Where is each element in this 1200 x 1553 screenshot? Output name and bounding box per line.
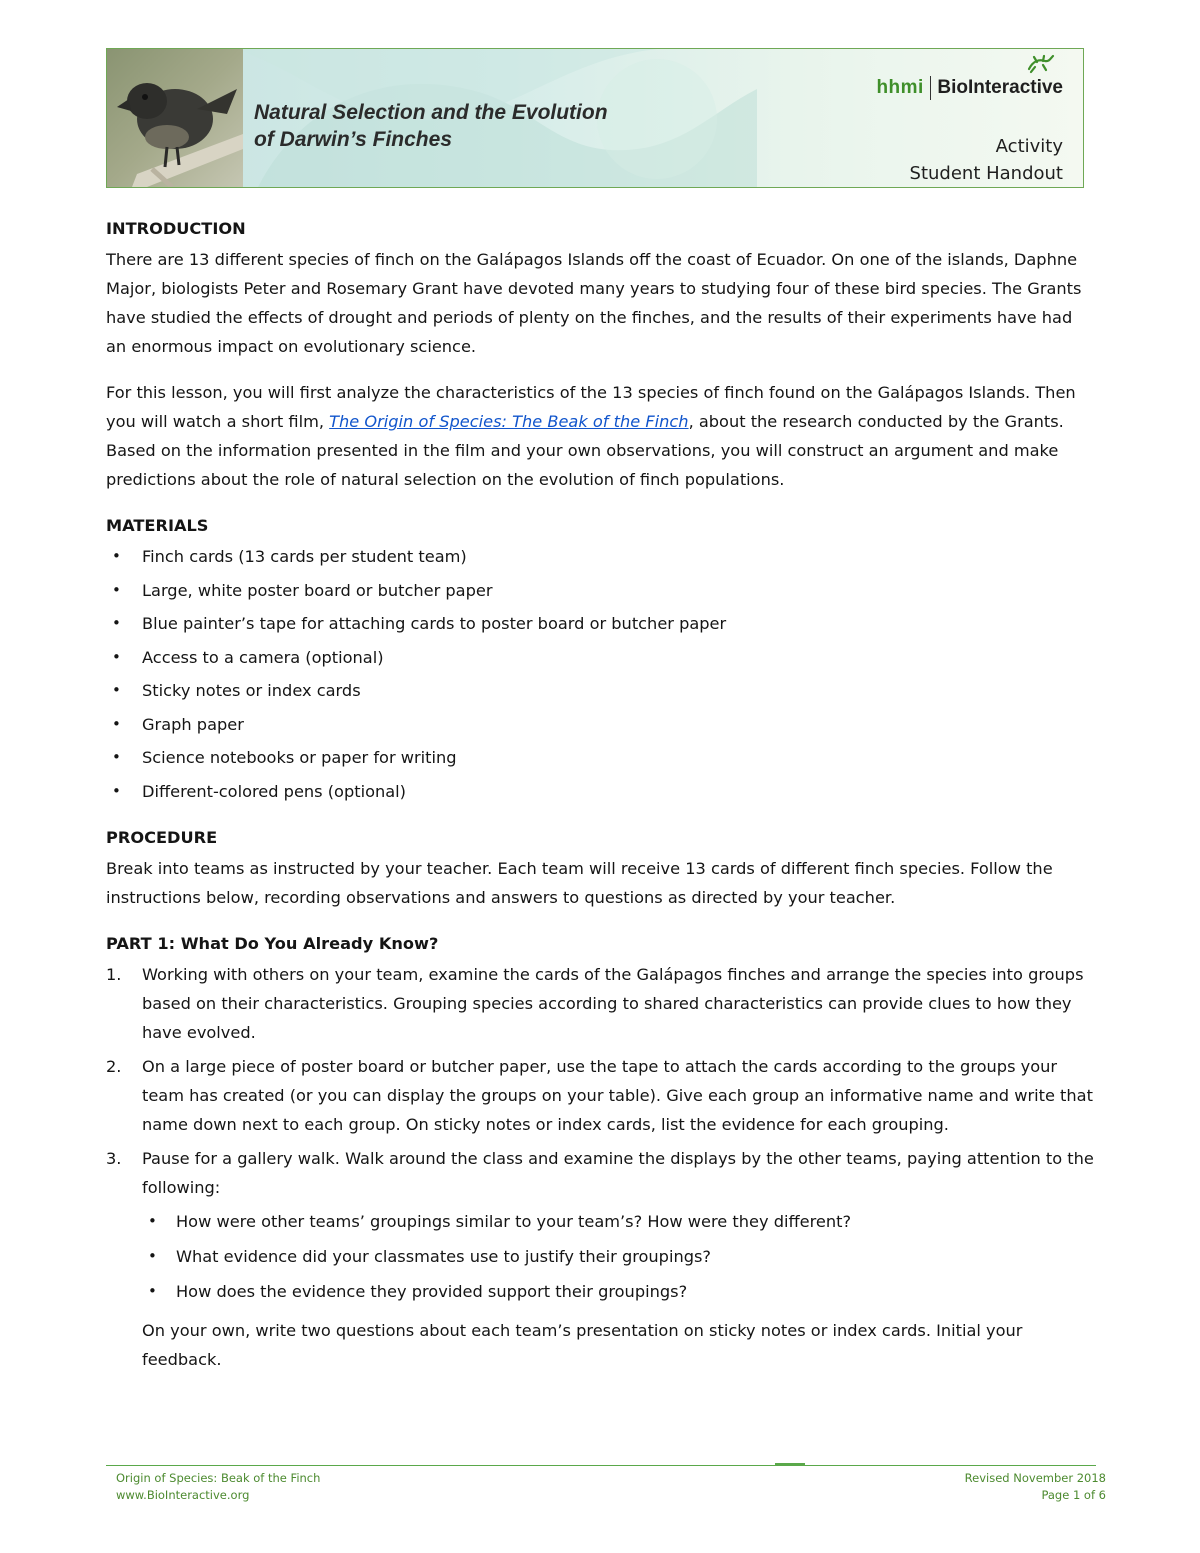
list-item: • Graph paper — [106, 710, 1096, 739]
step3-bullet-list — [142, 1207, 1096, 1306]
list-item: • Sticky notes or index cards — [106, 676, 1096, 705]
introduction-paragraph-2 — [106, 378, 1096, 494]
header-banner — [106, 48, 1084, 188]
step3-followup-text: On your own, write two questions about each team’s presentation on sticky notes or index cards. Initial your feedback. — [142, 1320, 1023, 1369]
step-number: 2. — [106, 1056, 122, 1076]
step-item — [106, 1052, 1096, 1139]
finch-photo — [107, 49, 243, 187]
step-text: Working with others on your team, examine the cards of the Galápagos finches and arrange the species into groups based on their characteristics. Grouping species according to shared characteristics can provide clues to how they have evolved. — [142, 964, 1084, 1042]
footer-revised-date: Revised November 2018 — [964, 1471, 1106, 1485]
step-text: Pause for a gallery walk. Walk around the class and examine the displays by the other teams, paying attention to the following: — [142, 1148, 1094, 1197]
list-item: • Different-colored pens (optional) — [106, 777, 1096, 806]
materials-heading: MATERIALS — [106, 516, 209, 535]
document-type — [910, 133, 1063, 187]
materials-list — [106, 542, 1096, 806]
procedure-paragraph: Break into teams as instructed by your teacher. Each team will receive 13 cards of different finch species. Follow the instructions below, recording observations and answers to questions as directed by your teacher. — [106, 858, 1053, 907]
footer-divider — [106, 1465, 1096, 1466]
logo-hhmi-text: hhmi — [876, 77, 924, 98]
introduction-heading: INTRODUCTION — [106, 219, 246, 238]
document-title-line2: of Darwin’s Finches — [254, 128, 452, 151]
footer-right — [965, 1470, 1106, 1504]
footer-page-number: Page 1 of 6 — [1041, 1488, 1106, 1502]
part1-heading: PART 1: What Do You Already Know? — [106, 933, 439, 953]
footer-film-title: Origin of Species: Beak of the Finch — [116, 1471, 321, 1485]
procedure-heading: PROCEDURE — [106, 827, 218, 847]
list-item: • How does the evidence they provided support their groupings? — [142, 1277, 1096, 1306]
intro-para2-text-after: , about the research conducted by the Grants. Based on the information presented in the film and your own observations, you will construct an argument and make predictions about the role of natural selection on the evolution of finch populations. — [106, 412, 1064, 489]
introduction-paragraph-1: There are 13 different species of finch on the Galápagos Islands off the coast of Ecuador. On one of the islands, Daphne Major, biologists Peter and Rosemary Grant have devoted many years to studying four of these bird species. The Grants have studied the effects of drought and periods of plenty on the finches, and the results of their experiments have had an enormous impact on evolutionary science. — [106, 250, 1082, 356]
footer-divider-accent — [775, 1463, 805, 1466]
step-item — [106, 960, 1096, 1047]
list-item: • Blue painter’s tape for attaching cards to poster board or butcher paper — [106, 609, 1096, 638]
document-type-activity: Activity — [995, 136, 1063, 157]
list-item: • Access to a camera (optional) — [106, 643, 1096, 672]
document-title — [254, 99, 734, 153]
document-title-line1: Natural Selection and the Evolution — [254, 101, 608, 124]
list-item: • Finch cards (13 cards per student team) — [106, 542, 1096, 571]
gecko-icon — [1025, 53, 1055, 75]
step-number: 1. — [106, 964, 122, 984]
step-text: On a large piece of poster board or butcher paper, use the tape to attach the cards according to the groups your team has created (or you can display the groups on your table). Give each group an informative name and write that name down next to each group. On sticky notes or index cards, list the evidence for each grouping. — [142, 1056, 1093, 1134]
footer-left — [116, 1470, 320, 1504]
list-item: • How were other teams’ groupings similar to your team’s? How were they different? — [142, 1207, 1096, 1236]
list-item: • What evidence did your classmates use to justify their groupings? — [142, 1242, 1096, 1271]
step-number: 3. — [106, 1148, 122, 1168]
step-item — [106, 1144, 1096, 1374]
list-item: • Science notebooks or paper for writing — [106, 743, 1096, 772]
film-link[interactable]: The Origin of Species: The Beak of the Finch — [329, 412, 689, 431]
logo-biointeractive-text: BioInteractive — [937, 77, 1063, 98]
document-type-student-handout: Student Handout — [909, 163, 1063, 184]
document-body — [106, 214, 1096, 1391]
part1-steps-list — [106, 960, 1096, 1374]
list-item: • Large, white poster board or butcher paper — [106, 576, 1096, 605]
logo-separator — [930, 76, 932, 100]
intro-para2-text-before: For this lesson, you will first analyze the characteristics of the 13 species of finch found on the Galápagos Islands. Then you will watch a short film, — [106, 383, 1076, 431]
hhmi-biointeractive-logo — [876, 73, 1063, 103]
footer-website: www.BioInteractive.org — [116, 1488, 250, 1502]
